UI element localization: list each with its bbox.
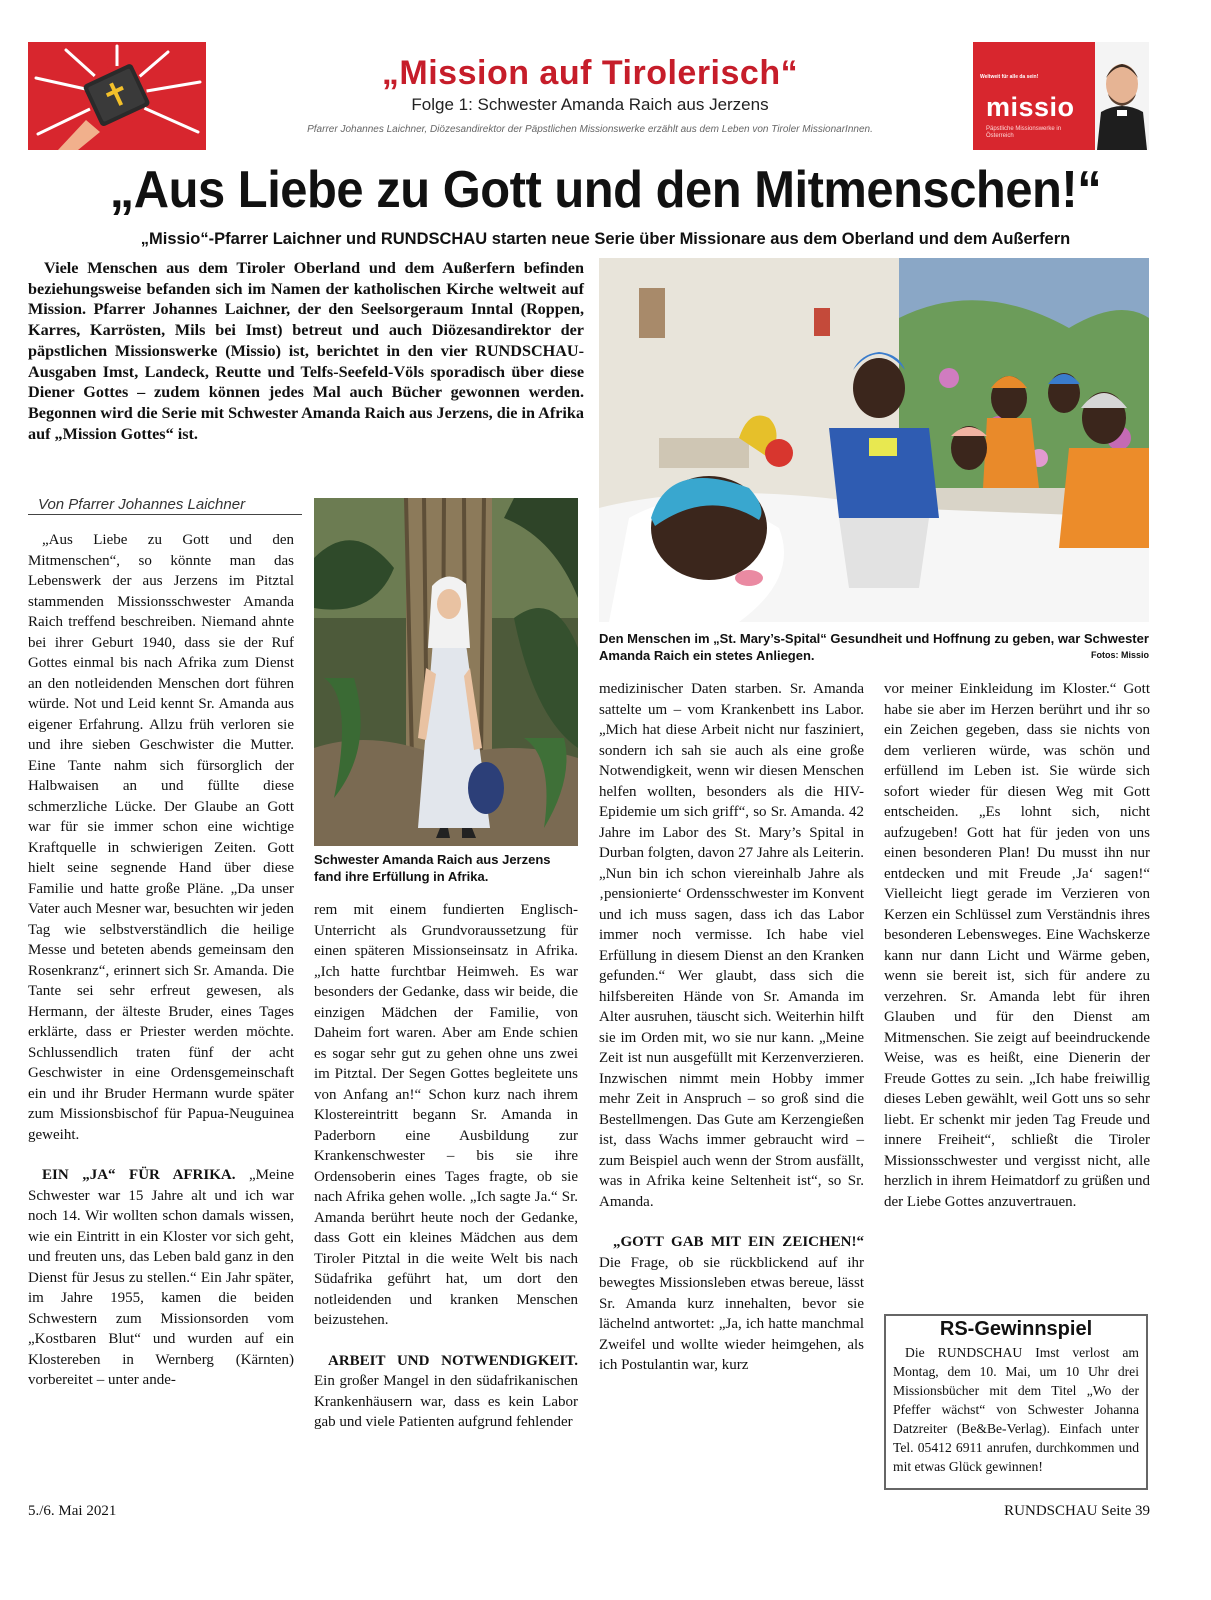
nun-photo: [314, 498, 578, 846]
page-footer: RUNDSCHAU Seite 39: [1004, 1503, 1150, 1519]
missio-tagline: Weltweit für alle da sein!: [980, 74, 1039, 80]
section-subhead: „GOTT GAB MIT EIN ZEICHEN!“: [613, 1234, 864, 1250]
issue-date: 5./6. Mai 2021: [28, 1503, 117, 1519]
body-paragraph: [314, 1351, 578, 1433]
missio-logo: missio: [986, 92, 1075, 122]
missio-subline: Päpstliche Missionswerke in Österreich: [986, 126, 1062, 139]
hospital-photo-caption: Den Menschen im „St. Mary’s-Spital“ Gesundheit und Hoffnung zu geben, war Schwester Amanda Raich ein stetes Anliegen.: [599, 631, 1149, 663]
contest-title: RS-Gewinnspiel: [939, 1318, 1093, 1340]
hospital-photo: [599, 258, 1149, 622]
intro-paragraph: Viele Menschen aus dem Tiroler Oberland und dem Außerfern befinden beziehungsweise befanden sich im Namen der katholischen Kirche weltweit auf Mission. Pfarrer Johannes Laichner, der den Seelsorgeraum Inntal (Roppen, Karres, Karrösten, Mils bei Imst) betreut und auch Diözesandirektor der päpstlichen Missionswerke (Missio) ist, berichtet in den vier RUNDSCHAU-Ausgaben Imst, Landeck, Reutte und Telfs-Seefeld-Völs sporadisch über diese Diener Gottes – zudem können jedes Mal auch Bücher gewonnen werden. Begonnen wird die Serie mit Schwester Amanda Raich aus Jerzens, die in Afrika auf „Mission Gottes“ ist.: [28, 259, 584, 443]
body-paragraph: medizinischer Daten starben. Sr. Amanda sattelte um – vom Krankenbett ins Labor. „Mich hat diese Arbeit nicht nur fasziniert, sondern ich sah sie auch als eine große Notwendigkeit, wenn wir diesen Menschen helfen wollten, besonders als die HIV-Epidemie um sich griff“, so Sr. Amanda. 42 Jahre im Labor des St. Mary’s Spital in Durban folgten, davon 27 Jahre als Leiterin. „Nun bin ich schon viereinhalb Jahre als ‚pensionierte‘ Ordensschwester im Konvent und ich muss sagen, dass ich das Labor immer noch vermisse. Ich habe viel Erfüllung in diesem Dienst an den Kranken gefunden.“ Wer glaubt, dass sich die hilfsbereiten Hände von Sr. Amanda im Alter ausruhen, täuscht sich. Weiterhin hilft sie im Orden mit, wo sie nur kann. „Meine Zeit ist nun ausgefüllt mit Kerzenverzieren. Inzwischen nimmt mein Hobby immer mehr Zeit in Anspruch – so groß sind die Bestellmengen. Das Gute am Kerzengießen ist, dass Wachs immer gebraucht wird – zum Beispiel auch wenn der Strom ausfällt, was in Afrika keine Seltenheit ist“, so Sr. Amanda.: [599, 681, 864, 1210]
photo-credit: Fotos: Missio: [1091, 650, 1149, 660]
byline: Von Pfarrer Johannes Laichner: [28, 496, 302, 515]
body-text: „Meine Schwester war 15 Jahre alt und ich war noch 14. Wir wollten schon damals wissen, wie ein Eintritt in ein Kloster vor sich geht, und freuten uns, das Leben bald ganz in den Dienst für Jesus zu stellen.“ Ein Jahr später, im Jahre 1955, kamen die beiden Schwestern zum Missionsorden vom „Kostbaren Blut“ und wurden auf ein Klostereben in Wernberg (Kärnten) vorbereitet – unter ande-: [28, 1167, 294, 1388]
article-column-3: [599, 679, 864, 1376]
nun-photo-caption: Schwester Amanda Raich aus Jerzens fand ihre Erfüllung in Afrika.: [314, 852, 551, 884]
body-paragraph: [28, 1165, 294, 1391]
section-subhead: EIN „JA“ FÜR AFRIKA.: [42, 1167, 236, 1183]
article-column-4: [884, 679, 1150, 1212]
body-paragraph: [599, 1232, 864, 1376]
body-paragraph: „Aus Liebe zu Gott und den Mitmenschen“, so könnte man das Lebenswerk der aus Jerzens im Pitztal stammenden Missionsschwester Amanda Raich treffend beschreiben. Niemand ahnte bei ihrer Geburt 1940, dass sie der Ruf Gottes einmal bis nach Afrika zum Dienst an den notleidenden Menschen dort führen würde. Not und Leid kennt Sr. Amanda aus eigener Erfahrung. Allzu früh verloren sie und ihre sieben Geschwister die Mutter. Eine Tante nahm sich fürsorglich der Halbwaisen an und füllte diese schmerzliche Lücke. Der Glaube an Gott war für sie immer schon eine wichtige Kraftquelle in schwierigen Zeiten. Gott hielt seine segnende Hand über diese Familie und hatte große Pläne. „Da unser Vater auch Mesner war, besuchten wir jeden Tag wie selbstverständlich die heilige Messe und beteten abends gemeinsam den Rosenkranz“, erinnert sich Sr. Amanda. Die Tante sei sehr erfreut gewesen, als Hermann, der älteste Bruder, eines Tages erklärte, dass er Priester werden möchte. Schlussendlich traten fünf der acht Geschwister in eine Ordensgemeinschaft ein und ihr Bruder Hermann wurde später zum Missionsbischof für Papua-Neuguinea geweiht.: [28, 532, 294, 1143]
series-title: „Mission auf Tirolerisch“: [381, 54, 799, 92]
section-subhead: ARBEIT UND NOTWENDIGKEIT.: [328, 1352, 578, 1369]
series-logo: [28, 42, 206, 150]
article-column-1: [28, 530, 294, 1391]
sub-headline: „Missio“-Pfarrer Laichner und RUNDSCHAU starten neue Serie über Missionare aus dem Oberland und dem Außerfern: [140, 229, 1071, 248]
bible-icon: [28, 42, 206, 150]
body-paragraph: vor meiner Einkleidung im Kloster.“ Gott habe sie aber im Herzen berührt und ihr so ein Zeichen gegeben, dass sie nichts von dem verlieren würde, was schön und erfüllend im Leben ist. Sie würde sich sofort wieder für diesen Weg mit Gott entscheiden. „Es lohnt sich, nicht aufzugeben! Gott hat für jeden von uns einen besonderen Plan! Du musst ihn nur entdecken und mit Freude ‚Ja‘ sagen!“ Vielleicht liegt gerade im Verzieren von Kerzen ein Schlüssel zum Verständnis ihres besonderen Lebensweges. Eine Wachskerze kann nur dann Licht und Wärme geben, wenn sie bereit ist, sich für andere zu verzehren. Sr. Amanda lebt für ihren Glauben und für den Dienst am Mitmenschen. Sie zeigt auf beeindruckende Weise, was es heißt, eine Dienerin der Freude Gottes zu sein. „Ich habe freiwillig dieses Leben gewählt, weil Gott uns so sehr liebt. Er schenkt mir jeden Tag Freude und innere Freiheit“, schließt die Tiroler Missionsschwester und vergisst nicht, alle herzlich in ihrem Heimatdorf zu grüßen und der Liebe Gottes anzuvertrauen.: [884, 681, 1150, 1210]
body-text: Die Frage, ob sie rückblickend auf ihr bewegtes Missionsleben etwas bereue, lässt Sr. Amanda kurz innehalten, bevor sie lächelnd antwortet: „Ja, ich hatte manchmal Zweifel und wollte wieder heimgehen, als ich Postulantin war, kurz: [599, 1254, 864, 1373]
contest-text: Die RUNDSCHAU Imst verlost am Montag, dem 10. Mai, um 10 Uhr drei Missionsbücher mit dem Titel „Wo der Pfeffer wächst“ von Schwester Johanna Datzreiter (Be&Be-Verlag). Einfach unter Tel. 05412 6911 anrufen, durchkommen und mit etwas Glück gewinnen!: [893, 1345, 1139, 1474]
body-text: Ein großer Mangel in den südafrikanischen Krankenhäusern war, dass es kein Labor gab und viele Patienten aufgrund fehlender: [314, 1373, 578, 1430]
article-column-2: [314, 900, 578, 1433]
series-subtitle: Folge 1: Schwester Amanda Raich aus Jerzens: [411, 95, 769, 114]
body-paragraph: rem mit einem fundierten Englisch-Unterricht als Grundvoraussetzung für einen späteren Missionseinsatz in Afrika. „Ich hatte furchtbar Heimweh. Es war besonders der Gedanke, dass wir beide, die einzigen Mädchen der Familie, von Daheim fort waren. Aber am Ende schien es sogar sehr gut zu gehen ohne uns zwei im Pitztal. Der Segen Gottes begleitete uns von Anfang an!“ Schon kurz nach ihrem Klostereintritt begann Sr. Amanda in Paderborn eine Ausbildung zur Krankenschwester – bis sie ihre Ordensoberin eines Tages fragte, ob sie nach Afrika gehen wolle. „Ich sagte Ja.“ Sr. Amanda berührt heute noch der Gedanke, dass Gott ein kleines Mädchen aus dem Tiroler Pitztal in die weite Welt bis nach Südafrika geführt hat, um dort den notleidenden und kranken Menschen beizustehen.: [314, 902, 578, 1328]
main-headline: „Aus Liebe zu Gott und den Mitmenschen!“: [109, 161, 1102, 219]
series-note: Pfarrer Johannes Laichner, Diözesandirektor der Päpstlichen Missionswerke erzählt aus dem Leben von Tiroler MissionarInnen.: [307, 124, 873, 135]
